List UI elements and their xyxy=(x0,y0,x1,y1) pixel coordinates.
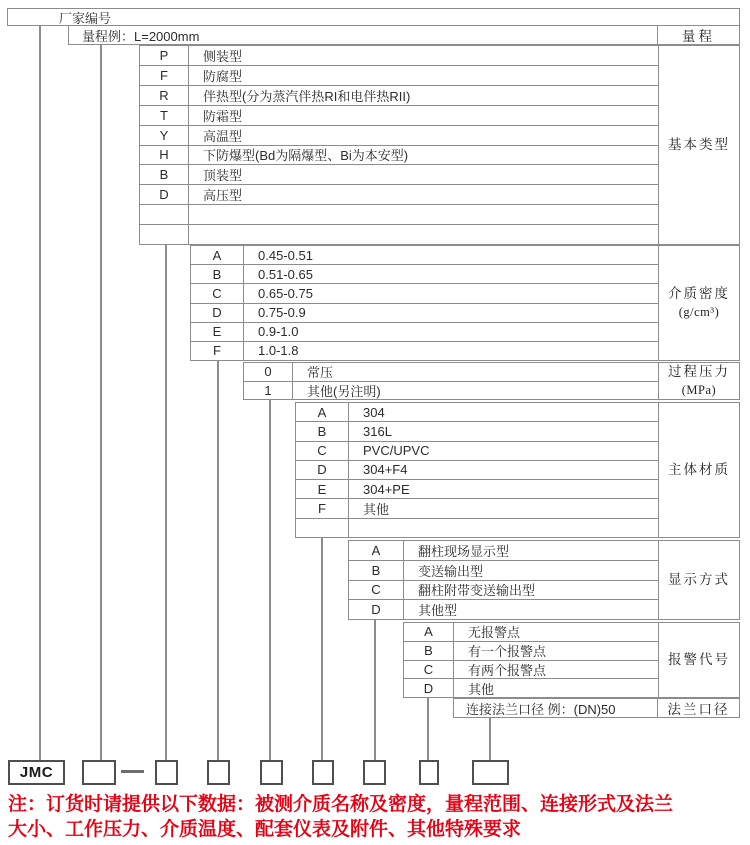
table-row xyxy=(191,342,658,360)
connector-line xyxy=(374,620,376,760)
code-cell: F xyxy=(140,66,189,85)
table-row xyxy=(296,403,658,422)
connector-line xyxy=(269,400,271,760)
table-row xyxy=(296,442,658,461)
side-label-alarm xyxy=(658,622,740,698)
code-cell: B xyxy=(349,561,404,580)
table-row xyxy=(140,126,658,146)
desc-cell: PVC/UPVC xyxy=(363,443,430,459)
side-label-material xyxy=(658,402,740,538)
desc-cell: 0.9-1.0 xyxy=(258,324,299,340)
table-row xyxy=(140,106,658,126)
desc-cell: 下防爆型(Bd为隔爆型、Bi为本安型) xyxy=(203,148,409,164)
code-cell: E xyxy=(191,323,244,341)
code-cell xyxy=(140,225,189,244)
desc-cell: 其他(另注明) xyxy=(307,383,381,399)
table-row xyxy=(296,499,658,518)
side-label-basic-type xyxy=(658,45,740,245)
code-cell: A xyxy=(404,623,454,641)
code-cell: F xyxy=(296,499,349,517)
desc-cell: 常压 xyxy=(307,365,334,381)
table-row-empty xyxy=(140,225,658,244)
code-box xyxy=(155,760,178,785)
desc-cell: 无报警点 xyxy=(468,625,521,641)
dash-separator xyxy=(121,770,144,773)
model-prefix-box: JMC xyxy=(8,760,65,785)
side-label-text: 显示方式 xyxy=(668,571,730,587)
desc-cell: 304+F4 xyxy=(363,462,408,478)
factory-code-label: 厂家编号 xyxy=(59,10,112,26)
table-row xyxy=(140,185,658,205)
table-row xyxy=(140,165,658,185)
desc-cell: 其他 xyxy=(363,502,390,518)
pressure-table xyxy=(243,362,659,400)
range-row xyxy=(68,25,740,45)
desc-cell: 顶装型 xyxy=(203,168,243,184)
table-row xyxy=(140,86,658,106)
code-cell: 0 xyxy=(244,363,293,381)
desc-cell: 高压型 xyxy=(203,188,243,204)
connector-line xyxy=(217,361,219,760)
connector-line xyxy=(165,245,167,760)
desc-cell: 翻柱附带变送输出型 xyxy=(418,583,536,599)
side-label-density xyxy=(658,245,740,361)
desc-cell: 高温型 xyxy=(203,128,243,144)
code-box xyxy=(207,760,230,785)
desc-cell xyxy=(189,225,658,244)
alarm-code-table xyxy=(403,622,659,698)
table-row xyxy=(349,581,658,601)
side-label-text: 介质密度 xyxy=(668,286,730,302)
connector-line xyxy=(427,698,429,760)
desc-cell: 侧装型 xyxy=(203,48,243,64)
desc-cell: 304+PE xyxy=(363,481,410,497)
code-cell: B xyxy=(404,642,454,660)
table-row xyxy=(404,642,658,661)
table-row xyxy=(296,422,658,441)
desc-cell: 防霜型 xyxy=(203,108,243,124)
desc-cell: 有一个报警点 xyxy=(468,644,547,660)
code-cell: A xyxy=(296,403,349,421)
table-row xyxy=(349,541,658,561)
code-cell: D xyxy=(296,461,349,479)
table-row xyxy=(191,284,658,303)
code-cell: R xyxy=(140,86,189,105)
desc-cell xyxy=(189,205,658,224)
code-cell: C xyxy=(349,581,404,600)
code-cell: D xyxy=(140,185,189,204)
table-row xyxy=(191,323,658,342)
code-box xyxy=(419,760,439,785)
desc-cell: 有两个报警点 xyxy=(468,662,547,678)
code-cell: A xyxy=(191,246,244,264)
table-row xyxy=(296,480,658,499)
table-row xyxy=(404,623,658,642)
code-cell: D xyxy=(349,600,404,619)
table-row xyxy=(140,146,658,166)
connector-line xyxy=(100,45,102,760)
desc-cell: 0.75-0.9 xyxy=(258,305,306,321)
desc-cell: 伴热型(分为蒸汽伴热RI和电伴热RII) xyxy=(203,88,411,104)
side-label-display xyxy=(658,540,740,620)
desc-cell: 316L xyxy=(363,423,392,439)
table-row xyxy=(244,363,658,382)
side-label-range: 量程 xyxy=(657,26,739,44)
order-note-line2: 大小、工作压力、介质温度、配套仪表及附件、其他特殊要求 xyxy=(8,819,522,840)
table-row xyxy=(140,66,658,86)
code-cell: F xyxy=(191,342,244,360)
desc-cell: 1.0-1.8 xyxy=(258,343,299,359)
table-row xyxy=(244,382,658,400)
table-row xyxy=(191,246,658,265)
order-note xyxy=(8,792,748,842)
code-box xyxy=(472,760,509,785)
code-cell: B xyxy=(191,265,244,283)
desc-cell: 翻柱现场显示型 xyxy=(418,543,510,559)
desc-cell: 0.51-0.65 xyxy=(258,266,313,282)
table-row xyxy=(349,561,658,581)
code-cell: D xyxy=(404,679,454,697)
flange-text: 连接法兰口径 例：(DN)50 xyxy=(466,701,616,717)
table-row-empty xyxy=(140,205,658,225)
code-cell: C xyxy=(191,284,244,302)
desc-cell: 304 xyxy=(363,404,385,420)
side-label-flange: 法兰口径 xyxy=(657,699,739,717)
code-cell: 1 xyxy=(244,382,293,400)
code-box xyxy=(260,760,283,785)
order-note-line1: 注：订货时请提供以下数据：被测介质名称及密度，量程范围、连接形式及法兰 xyxy=(8,794,674,815)
code-cell: D xyxy=(191,304,244,322)
side-label-text: 基本类型 xyxy=(668,136,730,152)
table-row-empty xyxy=(296,519,658,537)
code-cell: B xyxy=(296,422,349,440)
desc-cell: 其他 xyxy=(468,681,495,697)
code-cell: B xyxy=(140,165,189,184)
desc-cell xyxy=(349,519,658,537)
side-label-text: 报警代号 xyxy=(668,651,730,667)
basic-type-table xyxy=(139,45,659,245)
side-label-text: 过程压力 xyxy=(668,364,730,380)
code-cell: H xyxy=(140,146,189,165)
connector-line xyxy=(39,25,41,760)
code-cell: C xyxy=(296,442,349,460)
code-cell: T xyxy=(140,106,189,125)
code-cell: E xyxy=(296,480,349,498)
display-mode-table xyxy=(348,540,659,620)
table-row xyxy=(140,46,658,66)
table-row xyxy=(349,600,658,619)
code-cell: P xyxy=(140,46,189,65)
code-cell xyxy=(140,205,189,224)
desc-cell: 0.45-0.51 xyxy=(258,247,313,263)
side-label-text: 主体材质 xyxy=(668,461,730,477)
code-cell: Y xyxy=(140,126,189,145)
code-box xyxy=(312,760,334,785)
table-row xyxy=(404,661,658,680)
connector-line xyxy=(321,538,323,760)
desc-cell: 防腐型 xyxy=(203,68,243,84)
range-example: 量程例：L=2000mm xyxy=(82,28,200,44)
flange-size-row xyxy=(453,698,740,718)
table-row xyxy=(191,304,658,323)
code-cell xyxy=(296,519,349,537)
code-cell: C xyxy=(404,661,454,679)
table-row xyxy=(296,461,658,480)
code-box xyxy=(82,760,116,785)
connector-line xyxy=(489,717,491,760)
density-table xyxy=(190,245,659,361)
desc-cell: 其他型 xyxy=(418,603,458,619)
table-row xyxy=(404,679,658,697)
side-label-unit: (g/cm³) xyxy=(678,304,720,319)
desc-cell: 0.65-0.75 xyxy=(258,285,313,301)
desc-cell: 变送输出型 xyxy=(418,563,484,579)
side-label-pressure xyxy=(658,362,740,400)
code-cell: A xyxy=(349,541,404,560)
material-table xyxy=(295,402,659,538)
factory-code-header xyxy=(7,8,740,26)
code-box xyxy=(363,760,386,785)
side-label-unit: (MPa) xyxy=(681,382,717,397)
table-row xyxy=(191,265,658,284)
